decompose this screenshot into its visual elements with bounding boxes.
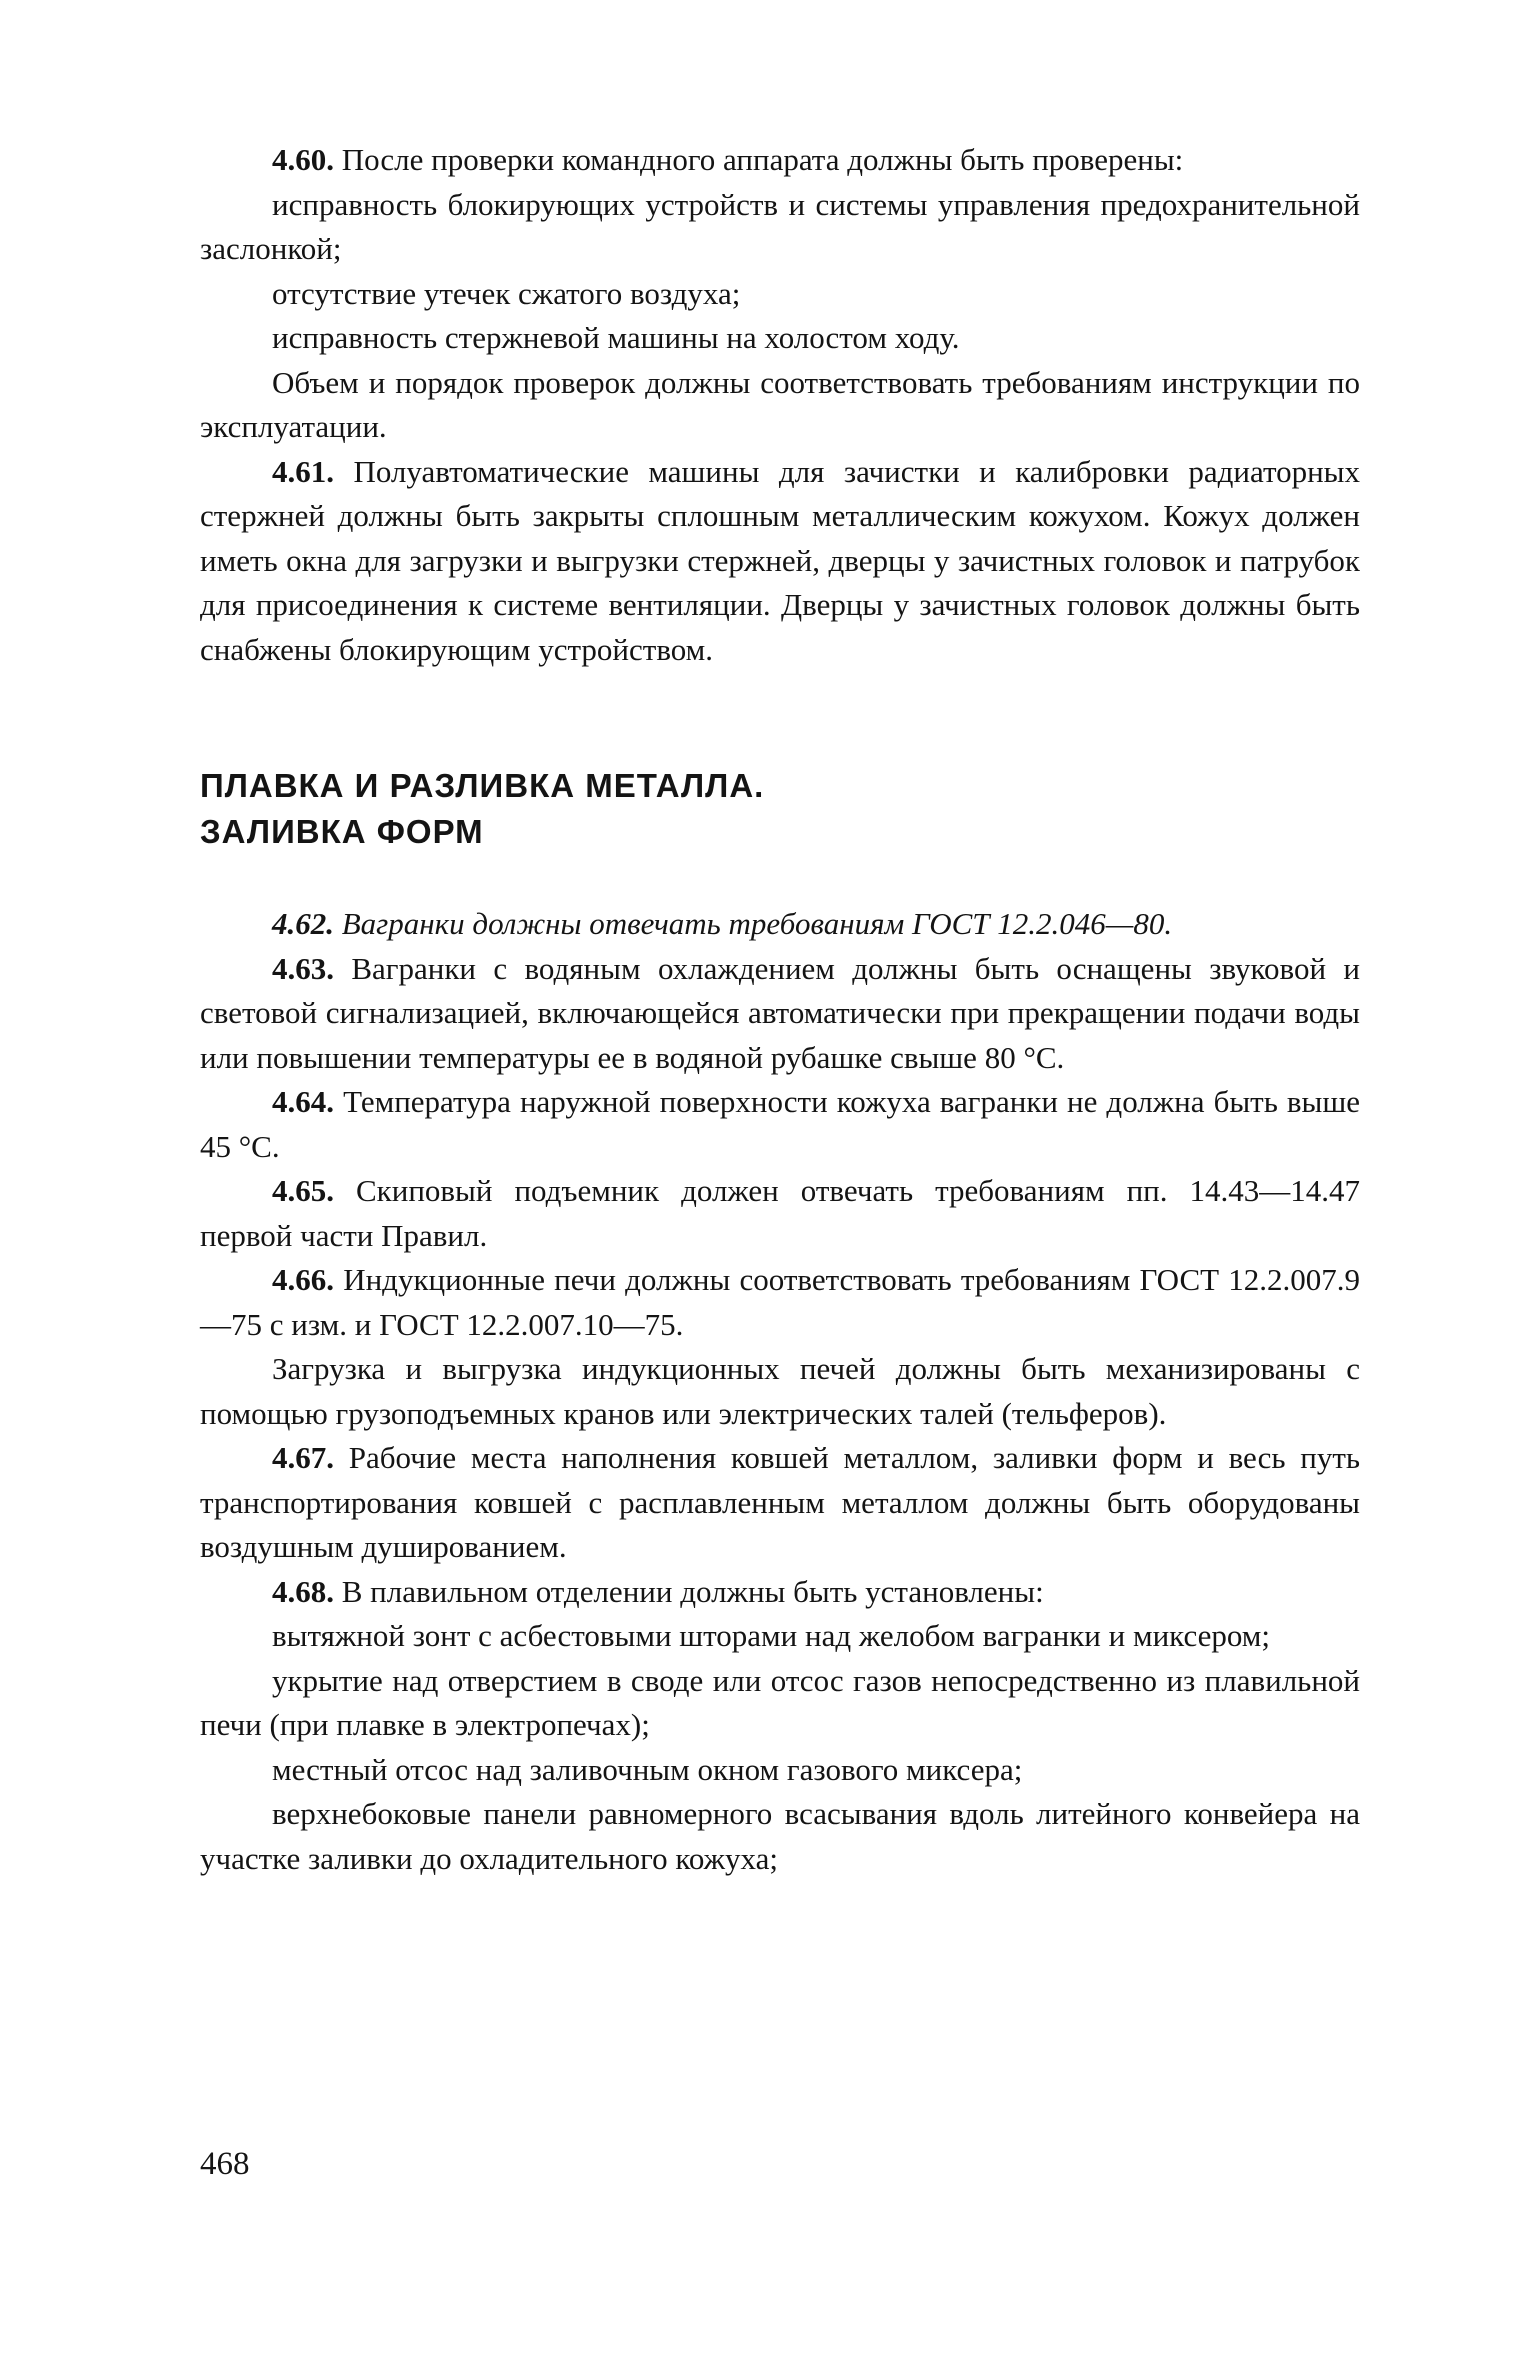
page-number: 468	[200, 2146, 250, 2182]
list-item: верхнебоковые панели равномерного всасывания вдоль литейного конвейера на участке заливки до охладительного кожуха;	[200, 1796, 1360, 1876]
paragraph-4-61	[200, 450, 1360, 673]
clause-number: 4.62.	[272, 906, 334, 941]
list-item: исправность стержневой машины на холостом ходу.	[272, 320, 960, 355]
document-page	[200, 138, 1360, 1881]
spacer	[200, 672, 1360, 763]
list-item: вытяжной зонт с асбестовыми шторами над желобом вагранки и миксером;	[272, 1618, 1270, 1653]
list-item: отсутствие утечек сжатого воздуха;	[272, 275, 741, 311]
paragraph-note: Загрузка и выгрузка индукционных печей должны быть механизированы с помощью грузоподъемных кранов или электрических талей (тельферов).	[200, 1351, 1360, 1431]
paragraph-text: Полуавтоматические машины для зачистки и калибровки радиаторных стержней должны быть закрыты сплошным металлическим кожухом. Кожух должен иметь окна для загрузки и выгрузки стержней, дверцы у зачистных головок и патрубок для присоединения к системе вентиляции. Дверцы у зачистных головок должны быть снабжены блокирующим устройством.	[200, 453, 1361, 667]
list-item: местный отсос над заливочным окном газового миксера;	[272, 1751, 1023, 1787]
paragraph-4-60	[200, 138, 1360, 183]
clause-number: 4.60.	[272, 142, 334, 177]
clause-number: 4.63.	[272, 950, 334, 986]
clause-number: 4.67.	[272, 1440, 334, 1475]
section-heading-line: ЗАЛИВКА ФОРМ	[200, 813, 484, 850]
paragraph-4-64	[200, 1080, 1360, 1169]
paragraph-text: Рабочие места наполнения ковшей металлом, заливки форм и весь путь транспортирования ковшей с расплавленным металлом должны быть оборудованы воздушным душированием.	[200, 1440, 1360, 1564]
paragraph-4-62	[200, 902, 1360, 947]
clause-number: 4.65.	[272, 1173, 334, 1208]
section-heading-line: ПЛАВКА И РАЗЛИВКА МЕТАЛЛА.	[200, 767, 765, 804]
paragraph-text: Вагранки должны отвечать требованиям ГОСТ 12.2.046—80.	[341, 906, 1173, 941]
paragraph-4-68	[200, 1570, 1360, 1615]
list-item: укрытие над отверстием в своде или отсос газов непосредственно из плавильной печи (при плавке в электропечах);	[200, 1662, 1360, 1742]
paragraph-text: Индукционные печи должны соответствовать требованиям ГОСТ 12.2.007.9—75 с изм. и ГОСТ 12.2.007.10—75.	[200, 1262, 1361, 1342]
paragraph-text: В плавильном отделении должны быть установлены:	[341, 1573, 1044, 1609]
paragraph-text: Вагранки с водяным охлаждением должны быть оснащены звуковой и световой сигнализацией, включающейся автоматически при прекращении подачи воды или повышении температуры ее в водяной рубашке свыше 80 °С.	[200, 950, 1360, 1075]
paragraph-note: Объем и порядок проверок должны соответствовать требованиям инструкции по эксплуатации.	[200, 364, 1360, 444]
paragraph-text: После проверки командного аппарата должны быть проверены:	[341, 142, 1184, 177]
paragraph-text: Скиповый подъемник должен отвечать требованиям пп. 14.43—14.47 первой части Правил.	[200, 1173, 1360, 1253]
spacer	[200, 855, 1360, 902]
clause-number: 4.61.	[272, 453, 334, 489]
paragraph-4-65	[200, 1169, 1360, 1258]
clause-number: 4.64.	[272, 1084, 334, 1119]
paragraph-4-63	[200, 947, 1360, 1081]
list-item: исправность блокирующих устройств и системы управления предохранительной заслонкой;	[200, 186, 1360, 266]
section-heading	[200, 763, 1360, 855]
clause-number: 4.68.	[272, 1573, 334, 1609]
paragraph-text: Температура наружной поверхности кожуха вагранки не должна быть выше 45 °С.	[200, 1084, 1361, 1164]
paragraph-4-67	[200, 1436, 1360, 1570]
paragraph-4-66	[200, 1258, 1360, 1347]
clause-number: 4.66.	[272, 1262, 334, 1297]
